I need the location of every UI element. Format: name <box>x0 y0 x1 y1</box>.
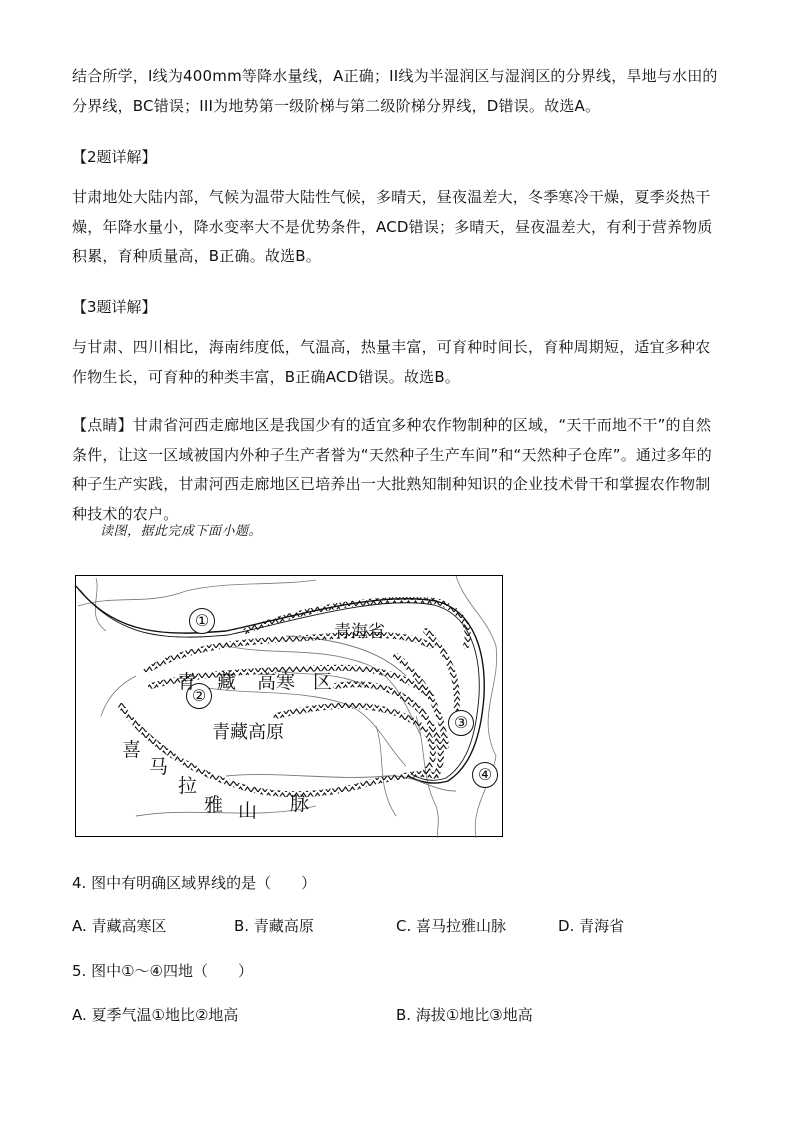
label-plateau: 青藏高原 <box>212 722 284 743</box>
label-himalaya-char-1: 喜 <box>122 739 142 761</box>
label-himalaya-char-4: 雅 <box>204 794 224 816</box>
answer-3-explanation: 与甘肃、四川相比，海南纬度低，气温高，热量丰富，可育种时间长，育种周期短，适宜多种农作物生长，可育种的种类丰富，B正确ACD错误。故选B。 <box>72 338 711 386</box>
answer-2-heading: 【2题详解】 <box>72 148 157 166</box>
marker-4: ④ <box>472 762 498 788</box>
label-himalaya-char-2: 马 <box>149 756 169 778</box>
question-4-stem: 4. 图中有明确区域界线的是（ ） <box>72 874 317 892</box>
label-region-char-5: 区 <box>313 671 333 693</box>
answer-2-explanation: 甘肃地处大陆内部，气候为温带大陆性气候，多晴天，昼夜温差大，冬季寒冷干燥，夏季炎热干燥，年降水量小，降水变率大不是优势条件，ACD错误；多晴天，昼夜温差大，有利于营养物质积累，育种质量高，B正确。故选B。 <box>72 188 713 265</box>
comment-paragraph: 【点睛】甘肃省河西走廊地区是我国少有的适宜多种农作物制种的区域，“天干而地不干”的自然条件，让这一区域被国内外种子生产者誉为“天然种子生产车间”和“天然种子仓库”。通过多年的种子生产实践，甘肃河西走廊地区已培养出一大批熟知制种知识的企业技术骨干和掌握农作物制种技术的农户。 <box>72 416 712 523</box>
label-region-char-4: 寒 <box>276 671 296 693</box>
question-5-option-b[interactable]: B. 海拔①地比③地高 <box>396 1006 533 1024</box>
label-region-char-1: 青 <box>177 671 197 693</box>
marker-1: ① <box>189 608 215 634</box>
question-4-option-a[interactable]: A. 青藏高寒区 <box>72 917 167 935</box>
label-himalaya-char-5: 山 <box>238 800 258 822</box>
marker-3: ③ <box>448 710 474 736</box>
qinghai-tibet-map <box>75 575 503 837</box>
answer-3-heading: 【3题详解】 <box>72 298 157 316</box>
label-himalaya-char-3: 拉 <box>178 775 198 797</box>
label-himalaya-char-6: 脉 <box>290 793 310 815</box>
label-region-char-3: 高 <box>257 671 277 693</box>
marker-2: ② <box>186 683 212 709</box>
question-5-stem: 5. 图中①～④四地（ ） <box>72 962 253 980</box>
label-region-char-2: 藏 <box>217 671 237 693</box>
mountain-ranges <box>121 600 468 797</box>
question-4-option-b[interactable]: B. 青藏高原 <box>234 917 314 935</box>
label-qinghai-province: 青海省 <box>334 622 385 642</box>
reading-instruction: 读图，据此完成下面小题。 <box>100 524 263 539</box>
answer-1-explanation: 结合所学，I线为400mm等降水量线，A正确；II线为半湿润区与湿润区的分界线，旱地与水田的分界线，BC错误；III为地势第一级阶梯与第二级阶梯分界线，D错误。故选A。 <box>72 67 718 115</box>
question-4-option-c[interactable]: C. 喜马拉雅山脉 <box>396 917 507 935</box>
question-4-option-d[interactable]: D. 青海省 <box>558 917 625 935</box>
question-5-option-a[interactable]: A. 夏季气温①地比②地高 <box>72 1006 239 1024</box>
